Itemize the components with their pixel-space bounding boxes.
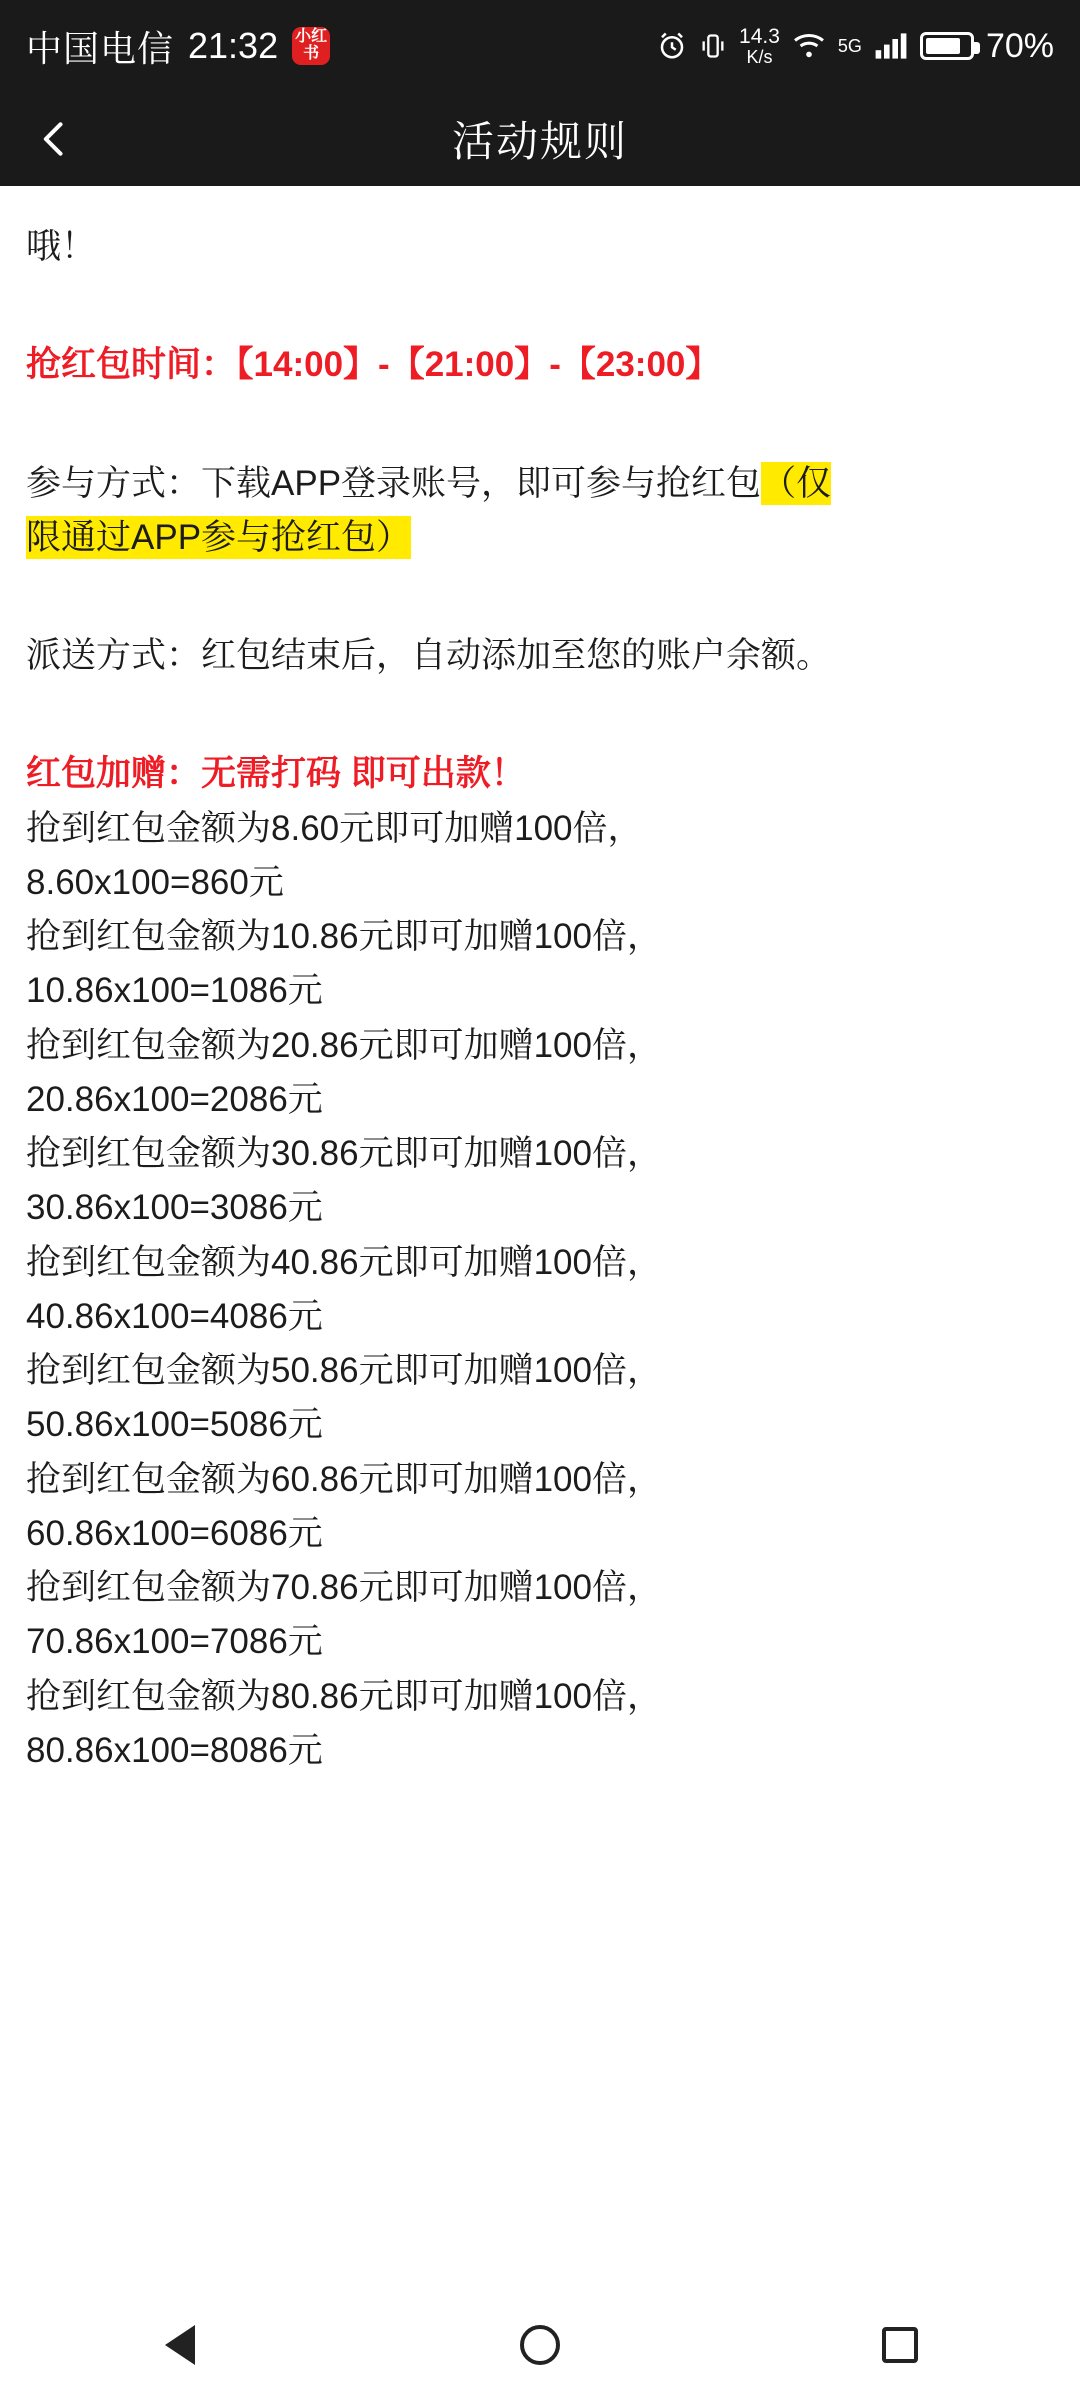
bonus-rule-calc: 50.86x100=5086元 [26, 1405, 323, 1445]
bonus-rule-item [26, 1561, 1054, 1670]
signal-icon [874, 32, 908, 60]
redpacket-time-value: 【14:00】-【21:00】-【23:00】 [236, 345, 721, 385]
nav-recents-button[interactable] [825, 2289, 975, 2400]
bonus-rule-item [26, 1127, 1054, 1236]
status-bar-left [26, 21, 330, 72]
delivery-method-text: 红包结束后，自动添加至您的账户余额。 [201, 636, 832, 675]
recents-square-icon [882, 2327, 918, 2363]
bonus-rule-item [26, 1453, 1054, 1562]
bonus-rule-calc: 30.86x100=3086元 [26, 1188, 323, 1228]
bonus-rule-text: 抢到红包金额为30.86元即可加赠100倍， [26, 1134, 662, 1173]
nav-back-button[interactable] [105, 2289, 255, 2400]
bonus-section-title: 红包加赠：无需打码 即可出款！ [26, 754, 526, 794]
bonus-rule-item [26, 1344, 1054, 1453]
status-bar-right [657, 26, 1054, 67]
vibrate-icon [699, 31, 727, 61]
carrier-label: 中国电信 [26, 27, 175, 69]
join-method-highlight-1: （仅 [761, 463, 832, 503]
app-notification-badge: 小红书 [292, 27, 330, 65]
redpacket-time-rule [26, 338, 1054, 392]
back-triangle-icon [165, 2325, 195, 2365]
page-title: 活动规则 [451, 118, 628, 165]
join-method-text: 下载APP登录账号，即可参与抢红包 [201, 463, 762, 503]
bonus-rule-text: 抢到红包金额为20.86元即可加赠100倍， [26, 1025, 662, 1065]
status-clock: 21:32 [188, 25, 279, 66]
bonus-rule-text: 抢到红包金额为80.86元即可加赠100倍， [26, 1676, 662, 1716]
bonus-rule-calc: 40.86x100=4086元 [26, 1296, 323, 1336]
bonus-rule-text: 抢到红包金额为60.86元即可加赠100倍， [26, 1459, 662, 1499]
bonus-rule-text: 抢到红包金额为8.60元即可加赠100倍， [26, 808, 643, 848]
redpacket-time-label: 抢红包时间： [26, 345, 237, 385]
bonus-rule-item [26, 1236, 1054, 1345]
bonus-rule-item [26, 802, 1054, 911]
app-header [0, 92, 1080, 186]
battery-percent-label: 70% [985, 26, 1054, 65]
bonus-rule-calc: 20.86x100=2086元 [26, 1079, 323, 1119]
bonus-rule-item [26, 910, 1054, 1019]
bonus-rule-calc: 80.86x100=8086元 [26, 1730, 323, 1770]
fragment-top-text: 哦！ [26, 227, 97, 266]
nav-home-button[interactable] [465, 2289, 615, 2400]
network-speed-value: 14.3 [739, 24, 780, 48]
bonus-rule-text: 抢到红包金额为10.86元即可加赠100倍， [26, 917, 662, 956]
bonus-rule-text: 抢到红包金额为40.86元即可加赠100倍， [26, 1242, 662, 1282]
bonus-rule-calc: 8.60x100=860元 [26, 862, 284, 902]
join-method-highlight-2: 限通过APP参与抢红包） [26, 517, 412, 557]
battery-icon [920, 32, 974, 60]
network-speed-unit: K/s [746, 46, 773, 67]
bonus-rule-calc: 70.86x100=7086元 [26, 1622, 323, 1662]
bonus-rule-item [26, 1670, 1054, 1779]
network-speed-indicator [739, 26, 780, 67]
alarm-icon [657, 31, 687, 61]
join-method-paragraph [26, 457, 1054, 566]
bonus-rule-item [26, 1019, 1054, 1128]
bonus-rule-text: 抢到红包金额为70.86元即可加赠100倍， [26, 1568, 662, 1607]
delivery-method-label: 派送方式： [26, 636, 202, 675]
bonus-rule-text: 抢到红包金额为50.86元即可加赠100倍， [26, 1351, 662, 1390]
rules-content[interactable] [0, 186, 1080, 2288]
bonus-rule-calc: 10.86x100=1086元 [26, 971, 323, 1011]
system-navigation-bar [0, 2288, 1080, 2400]
bonus-rule-list [26, 802, 1054, 1779]
join-method-label: 参与方式： [26, 463, 202, 503]
delivery-method-paragraph [26, 629, 1054, 683]
network-type-label: 5G [837, 35, 862, 56]
bonus-rule-calc: 60.86x100=6086元 [26, 1513, 323, 1553]
home-circle-icon [520, 2325, 560, 2365]
wifi-icon [792, 32, 826, 60]
status-bar [0, 0, 1080, 92]
